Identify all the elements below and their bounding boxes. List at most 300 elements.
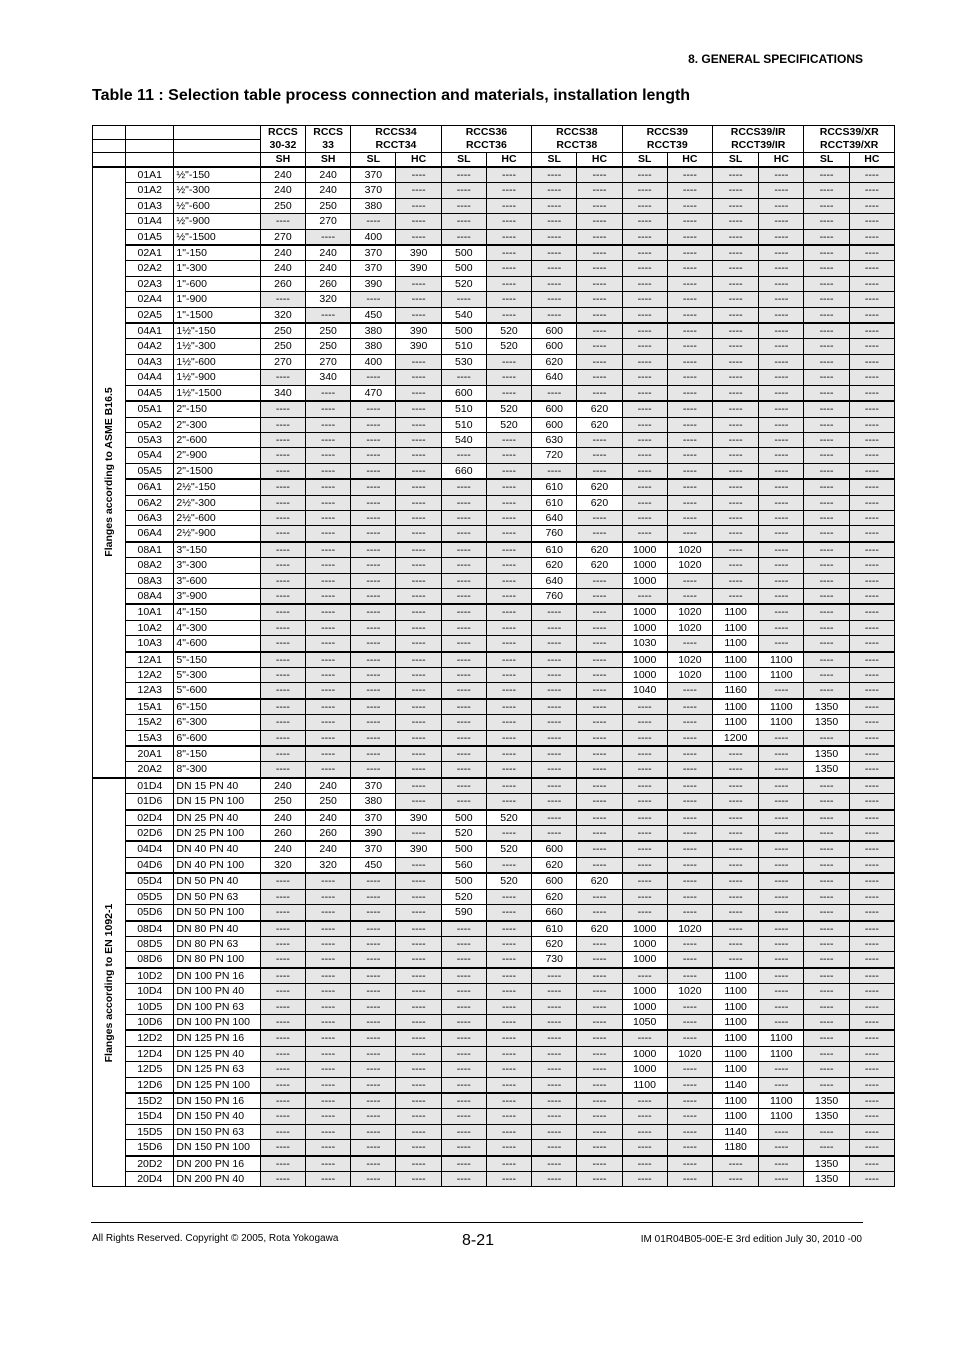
length-cell: 520 — [441, 276, 486, 291]
length-cell: ---- — [577, 1140, 622, 1156]
length-cell: ---- — [713, 1156, 759, 1172]
type-header: HC — [759, 153, 804, 168]
length-cell: ---- — [532, 167, 577, 183]
length-cell: 590 — [441, 905, 486, 921]
length-cell: ---- — [306, 652, 351, 668]
length-cell: 1020 — [667, 620, 712, 635]
length-cell: 1350 — [804, 1093, 849, 1109]
length-cell: ---- — [849, 370, 894, 385]
length-cell: ---- — [577, 1077, 622, 1093]
length-cell: ---- — [396, 1140, 441, 1156]
model-header-sub: RCCT39/XR — [804, 139, 895, 153]
length-cell: ---- — [396, 214, 441, 229]
length-cell: ---- — [667, 1014, 712, 1030]
connection-desc: DN 150 PN 16 — [174, 1093, 260, 1109]
length-cell: ---- — [486, 746, 531, 762]
length-cell: ---- — [759, 214, 804, 229]
length-cell: ---- — [577, 826, 622, 842]
length-cell: 260 — [260, 276, 305, 291]
length-cell: ---- — [849, 432, 894, 447]
connection-code: 04A3 — [126, 354, 174, 369]
length-cell: ---- — [849, 479, 894, 495]
length-cell: ---- — [849, 198, 894, 213]
length-cell: ---- — [441, 715, 486, 730]
length-cell: ---- — [441, 794, 486, 810]
length-cell: ---- — [577, 905, 622, 921]
length-cell: 500 — [441, 245, 486, 261]
length-cell: ---- — [804, 826, 849, 842]
table-row — [93, 198, 895, 213]
length-cell: ---- — [260, 448, 305, 463]
connection-code: 15A1 — [126, 699, 174, 715]
length-cell: ---- — [486, 1062, 531, 1077]
length-cell: ---- — [713, 229, 759, 245]
length-cell: ---- — [713, 778, 759, 794]
length-cell: ---- — [396, 1093, 441, 1109]
length-cell: ---- — [260, 952, 305, 968]
length-cell: ---- — [759, 354, 804, 369]
length-cell: ---- — [759, 276, 804, 291]
length-cell: ---- — [260, 1124, 305, 1139]
length-cell: ---- — [486, 730, 531, 746]
length-cell: ---- — [804, 495, 849, 510]
length-cell: ---- — [260, 1172, 305, 1187]
connection-code: 08A2 — [126, 558, 174, 573]
connection-code: 01D6 — [126, 794, 174, 810]
length-cell: ---- — [486, 526, 531, 542]
model-header: RCCS39/XR — [804, 126, 895, 140]
length-cell: ---- — [396, 794, 441, 810]
length-cell: ---- — [759, 526, 804, 542]
length-cell: ---- — [577, 1030, 622, 1046]
length-cell: ---- — [441, 699, 486, 715]
length-cell: ---- — [849, 857, 894, 873]
length-cell: ---- — [759, 1077, 804, 1093]
length-cell: ---- — [667, 730, 712, 746]
length-cell: ---- — [306, 463, 351, 479]
connection-code: 08D6 — [126, 952, 174, 968]
connection-desc: DN 15 PN 100 — [174, 794, 260, 810]
connection-desc: 2"-600 — [174, 432, 260, 447]
length-cell: ---- — [351, 370, 396, 385]
length-cell: ---- — [849, 1062, 894, 1077]
length-cell: 370 — [351, 810, 396, 826]
length-cell: ---- — [306, 1156, 351, 1172]
connection-code: 04D4 — [126, 841, 174, 857]
length-cell: ---- — [849, 652, 894, 668]
length-cell: ---- — [396, 921, 441, 937]
length-cell: ---- — [713, 558, 759, 573]
length-cell: ---- — [759, 1156, 804, 1172]
length-cell: ---- — [351, 699, 396, 715]
length-cell: 1100 — [713, 1014, 759, 1030]
length-cell: ---- — [759, 463, 804, 479]
length-cell: 520 — [486, 417, 531, 432]
length-cell: ---- — [396, 448, 441, 463]
length-cell: ---- — [622, 526, 667, 542]
length-cell: ---- — [351, 762, 396, 778]
length-cell: ---- — [759, 183, 804, 198]
length-cell: ---- — [441, 968, 486, 984]
length-cell: ---- — [351, 495, 396, 510]
length-cell: 1140 — [713, 1124, 759, 1139]
length-cell: ---- — [622, 1030, 667, 1046]
length-cell: ---- — [441, 984, 486, 999]
length-cell: ---- — [306, 668, 351, 683]
length-cell: 1100 — [759, 1030, 804, 1046]
length-cell: ---- — [804, 463, 849, 479]
length-cell: ---- — [622, 715, 667, 730]
length-cell: ---- — [577, 1046, 622, 1061]
length-cell: 520 — [486, 401, 531, 417]
length-cell: ---- — [804, 323, 849, 339]
table-row — [93, 1030, 895, 1046]
length-cell: ---- — [441, 588, 486, 604]
length-cell: ---- — [306, 448, 351, 463]
length-cell: ---- — [441, 1077, 486, 1093]
length-cell: ---- — [486, 999, 531, 1014]
length-cell: ---- — [306, 1077, 351, 1093]
length-cell: ---- — [486, 370, 531, 385]
length-cell: ---- — [577, 573, 622, 588]
connection-desc: DN 50 PN 40 — [174, 873, 260, 889]
length-cell: ---- — [713, 292, 759, 307]
connection-code: 05D6 — [126, 905, 174, 921]
length-cell: 320 — [306, 292, 351, 307]
length-cell: ---- — [306, 385, 351, 401]
length-cell: ---- — [622, 730, 667, 746]
length-cell: 450 — [351, 307, 396, 323]
length-cell: ---- — [577, 510, 622, 525]
length-cell: ---- — [667, 1093, 712, 1109]
length-cell: 1000 — [622, 984, 667, 999]
length-cell: ---- — [396, 936, 441, 951]
length-cell: ---- — [306, 1046, 351, 1061]
connection-desc: 2½"-600 — [174, 510, 260, 525]
length-cell: ---- — [759, 730, 804, 746]
length-cell: ---- — [351, 1109, 396, 1124]
length-cell: ---- — [532, 984, 577, 999]
length-cell: ---- — [667, 214, 712, 229]
length-cell: ---- — [260, 558, 305, 573]
length-cell: ---- — [622, 762, 667, 778]
length-cell: ---- — [260, 746, 305, 762]
length-cell: ---- — [622, 276, 667, 291]
length-cell: ---- — [667, 339, 712, 354]
connection-code: 02A5 — [126, 307, 174, 323]
length-cell: ---- — [260, 730, 305, 746]
length-cell: ---- — [532, 292, 577, 307]
length-cell: ---- — [486, 683, 531, 699]
type-header: SL — [804, 153, 849, 168]
table-row — [93, 1062, 895, 1077]
length-cell: ---- — [532, 668, 577, 683]
length-cell: 1200 — [713, 730, 759, 746]
length-cell: 1100 — [759, 1093, 804, 1109]
length-cell: 270 — [306, 354, 351, 369]
length-cell: ---- — [759, 1140, 804, 1156]
table-row — [93, 826, 895, 842]
length-cell: ---- — [667, 699, 712, 715]
length-cell: ---- — [667, 354, 712, 369]
length-cell: 250 — [260, 339, 305, 354]
model-header: RCCS39/IR — [713, 126, 804, 140]
length-cell: ---- — [804, 857, 849, 873]
length-cell: 240 — [306, 841, 351, 857]
header-blank — [174, 126, 260, 140]
length-cell: ---- — [804, 921, 849, 937]
length-cell: ---- — [577, 810, 622, 826]
length-cell: ---- — [532, 778, 577, 794]
length-cell: ---- — [577, 167, 622, 183]
length-cell: ---- — [667, 573, 712, 588]
length-cell: ---- — [532, 746, 577, 762]
length-cell: ---- — [667, 936, 712, 951]
length-cell: ---- — [306, 401, 351, 417]
length-cell: ---- — [441, 167, 486, 183]
length-cell: ---- — [306, 1030, 351, 1046]
type-header: HC — [577, 153, 622, 168]
connection-desc: DN 125 PN 100 — [174, 1077, 260, 1093]
length-cell: 1000 — [622, 1062, 667, 1077]
length-cell: ---- — [441, 1062, 486, 1077]
selection-table — [92, 125, 895, 1187]
length-cell: ---- — [622, 857, 667, 873]
length-cell: ---- — [351, 936, 396, 951]
length-cell: ---- — [759, 292, 804, 307]
length-cell: ---- — [306, 1093, 351, 1109]
connection-desc: DN 150 PN 100 — [174, 1140, 260, 1156]
length-cell: ---- — [396, 198, 441, 213]
model-header-sub: RCCT34 — [351, 139, 441, 153]
length-cell: ---- — [667, 463, 712, 479]
document-id: IM 01R04B05-00E-E 3rd edition July 30, 2010 -00 — [640, 1234, 862, 1245]
length-cell: ---- — [396, 167, 441, 183]
header-blank — [93, 126, 126, 140]
connection-code: 05D5 — [126, 889, 174, 904]
model-header-sub: RCCT39/IR — [713, 139, 804, 153]
length-cell: ---- — [622, 354, 667, 369]
connection-desc: ½"-600 — [174, 198, 260, 213]
connection-desc: 6"-150 — [174, 699, 260, 715]
length-cell: ---- — [396, 778, 441, 794]
length-cell: ---- — [577, 1124, 622, 1139]
length-cell: 1000 — [622, 999, 667, 1014]
length-cell: ---- — [441, 1109, 486, 1124]
length-cell: ---- — [486, 762, 531, 778]
length-cell: 620 — [577, 542, 622, 558]
length-cell: ---- — [804, 636, 849, 652]
length-cell: 370 — [351, 261, 396, 276]
length-cell: ---- — [622, 905, 667, 921]
connection-code: 08A4 — [126, 588, 174, 604]
table-row — [93, 229, 895, 245]
length-cell: ---- — [804, 873, 849, 889]
length-cell: 1350 — [804, 1156, 849, 1172]
connection-code: 12D6 — [126, 1077, 174, 1093]
connection-desc: 1"-300 — [174, 261, 260, 276]
length-cell: ---- — [486, 604, 531, 620]
length-cell: ---- — [667, 276, 712, 291]
table-row — [93, 448, 895, 463]
length-cell: 620 — [577, 921, 622, 937]
length-cell: ---- — [804, 542, 849, 558]
length-cell: ---- — [849, 276, 894, 291]
connection-desc: 1½"-900 — [174, 370, 260, 385]
length-cell: ---- — [306, 417, 351, 432]
connection-code: 01A2 — [126, 183, 174, 198]
length-cell: ---- — [396, 479, 441, 495]
length-cell: ---- — [351, 558, 396, 573]
length-cell: ---- — [713, 936, 759, 951]
length-cell: ---- — [260, 417, 305, 432]
length-cell: ---- — [441, 558, 486, 573]
length-cell: ---- — [486, 354, 531, 369]
length-cell: ---- — [486, 1156, 531, 1172]
table-row — [93, 495, 895, 510]
connection-code: 01A3 — [126, 198, 174, 213]
length-cell: ---- — [260, 1014, 305, 1030]
type-header: SL — [532, 153, 577, 168]
length-cell: ---- — [759, 604, 804, 620]
length-cell: ---- — [804, 573, 849, 588]
length-cell: 610 — [532, 542, 577, 558]
connection-desc: ½"-150 — [174, 167, 260, 183]
length-cell: ---- — [351, 1046, 396, 1061]
length-cell: 600 — [532, 841, 577, 857]
length-cell: 250 — [260, 794, 305, 810]
length-cell: ---- — [486, 479, 531, 495]
length-cell: ---- — [667, 794, 712, 810]
length-cell: ---- — [759, 401, 804, 417]
length-cell: ---- — [849, 999, 894, 1014]
length-cell: ---- — [351, 448, 396, 463]
length-cell: ---- — [622, 968, 667, 984]
length-cell: 1350 — [804, 746, 849, 762]
connection-desc: DN 25 PN 100 — [174, 826, 260, 842]
length-cell: ---- — [577, 968, 622, 984]
length-cell: ---- — [667, 841, 712, 857]
connection-code: 05A2 — [126, 417, 174, 432]
length-cell: ---- — [622, 292, 667, 307]
length-cell: ---- — [306, 905, 351, 921]
length-cell: 390 — [396, 339, 441, 354]
length-cell: ---- — [759, 921, 804, 937]
length-cell: ---- — [667, 683, 712, 699]
length-cell: ---- — [351, 952, 396, 968]
length-cell: ---- — [667, 873, 712, 889]
table-row — [93, 636, 895, 652]
length-cell: ---- — [532, 1109, 577, 1124]
length-cell: ---- — [804, 432, 849, 447]
length-cell: 1000 — [622, 668, 667, 683]
length-cell: ---- — [532, 620, 577, 635]
length-cell: ---- — [804, 276, 849, 291]
length-cell: 240 — [260, 810, 305, 826]
length-cell: ---- — [441, 1156, 486, 1172]
connection-code: 05A3 — [126, 432, 174, 447]
length-cell: 1040 — [622, 683, 667, 699]
table-row — [93, 292, 895, 307]
table-row — [93, 1077, 895, 1093]
length-cell: 1020 — [667, 558, 712, 573]
length-cell: ---- — [577, 794, 622, 810]
length-cell: ---- — [351, 510, 396, 525]
length-cell: ---- — [577, 1014, 622, 1030]
length-cell: ---- — [849, 968, 894, 984]
length-cell: ---- — [396, 968, 441, 984]
connection-code: 01A1 — [126, 167, 174, 183]
length-cell: ---- — [306, 683, 351, 699]
length-cell: ---- — [849, 573, 894, 588]
length-cell: ---- — [532, 683, 577, 699]
length-cell: ---- — [759, 1124, 804, 1139]
table-row — [93, 1156, 895, 1172]
connection-code: 15D6 — [126, 1140, 174, 1156]
length-cell: ---- — [849, 292, 894, 307]
length-cell: ---- — [577, 385, 622, 401]
length-cell: ---- — [260, 588, 305, 604]
table-row — [93, 968, 895, 984]
length-cell: ---- — [713, 952, 759, 968]
length-cell: ---- — [759, 1014, 804, 1030]
connection-code: 20A2 — [126, 762, 174, 778]
length-cell: 240 — [260, 245, 305, 261]
length-cell: 1100 — [713, 1062, 759, 1077]
length-cell: ---- — [713, 588, 759, 604]
length-cell: ---- — [396, 604, 441, 620]
length-cell: ---- — [667, 245, 712, 261]
length-cell: ---- — [351, 889, 396, 904]
length-cell: ---- — [804, 1077, 849, 1093]
length-cell: ---- — [804, 730, 849, 746]
length-cell: ---- — [260, 510, 305, 525]
length-cell: ---- — [804, 183, 849, 198]
length-cell: 390 — [396, 810, 441, 826]
length-cell: 240 — [306, 778, 351, 794]
length-cell: ---- — [486, 857, 531, 873]
length-cell: 520 — [486, 339, 531, 354]
table-row — [93, 558, 895, 573]
connection-code: 06A3 — [126, 510, 174, 525]
length-cell: ---- — [759, 857, 804, 873]
connection-code: 04A5 — [126, 385, 174, 401]
length-cell: ---- — [804, 417, 849, 432]
length-cell: ---- — [713, 921, 759, 937]
length-cell: ---- — [667, 323, 712, 339]
length-cell: ---- — [849, 952, 894, 968]
length-cell: ---- — [849, 620, 894, 635]
table-row — [93, 936, 895, 951]
connection-desc: 4"-300 — [174, 620, 260, 635]
length-cell: ---- — [577, 857, 622, 873]
length-cell: ---- — [486, 620, 531, 635]
length-cell: ---- — [713, 463, 759, 479]
connection-code: 05A4 — [126, 448, 174, 463]
length-cell: ---- — [260, 1030, 305, 1046]
length-cell: ---- — [577, 699, 622, 715]
length-cell: ---- — [351, 715, 396, 730]
length-cell: 1020 — [667, 1046, 712, 1061]
length-cell: ---- — [351, 526, 396, 542]
length-cell: ---- — [713, 746, 759, 762]
length-cell: ---- — [486, 542, 531, 558]
table-row — [93, 921, 895, 937]
length-cell: ---- — [532, 636, 577, 652]
length-cell: ---- — [759, 417, 804, 432]
connection-desc: 5"-300 — [174, 668, 260, 683]
model-header: RCCS39 — [622, 126, 712, 140]
